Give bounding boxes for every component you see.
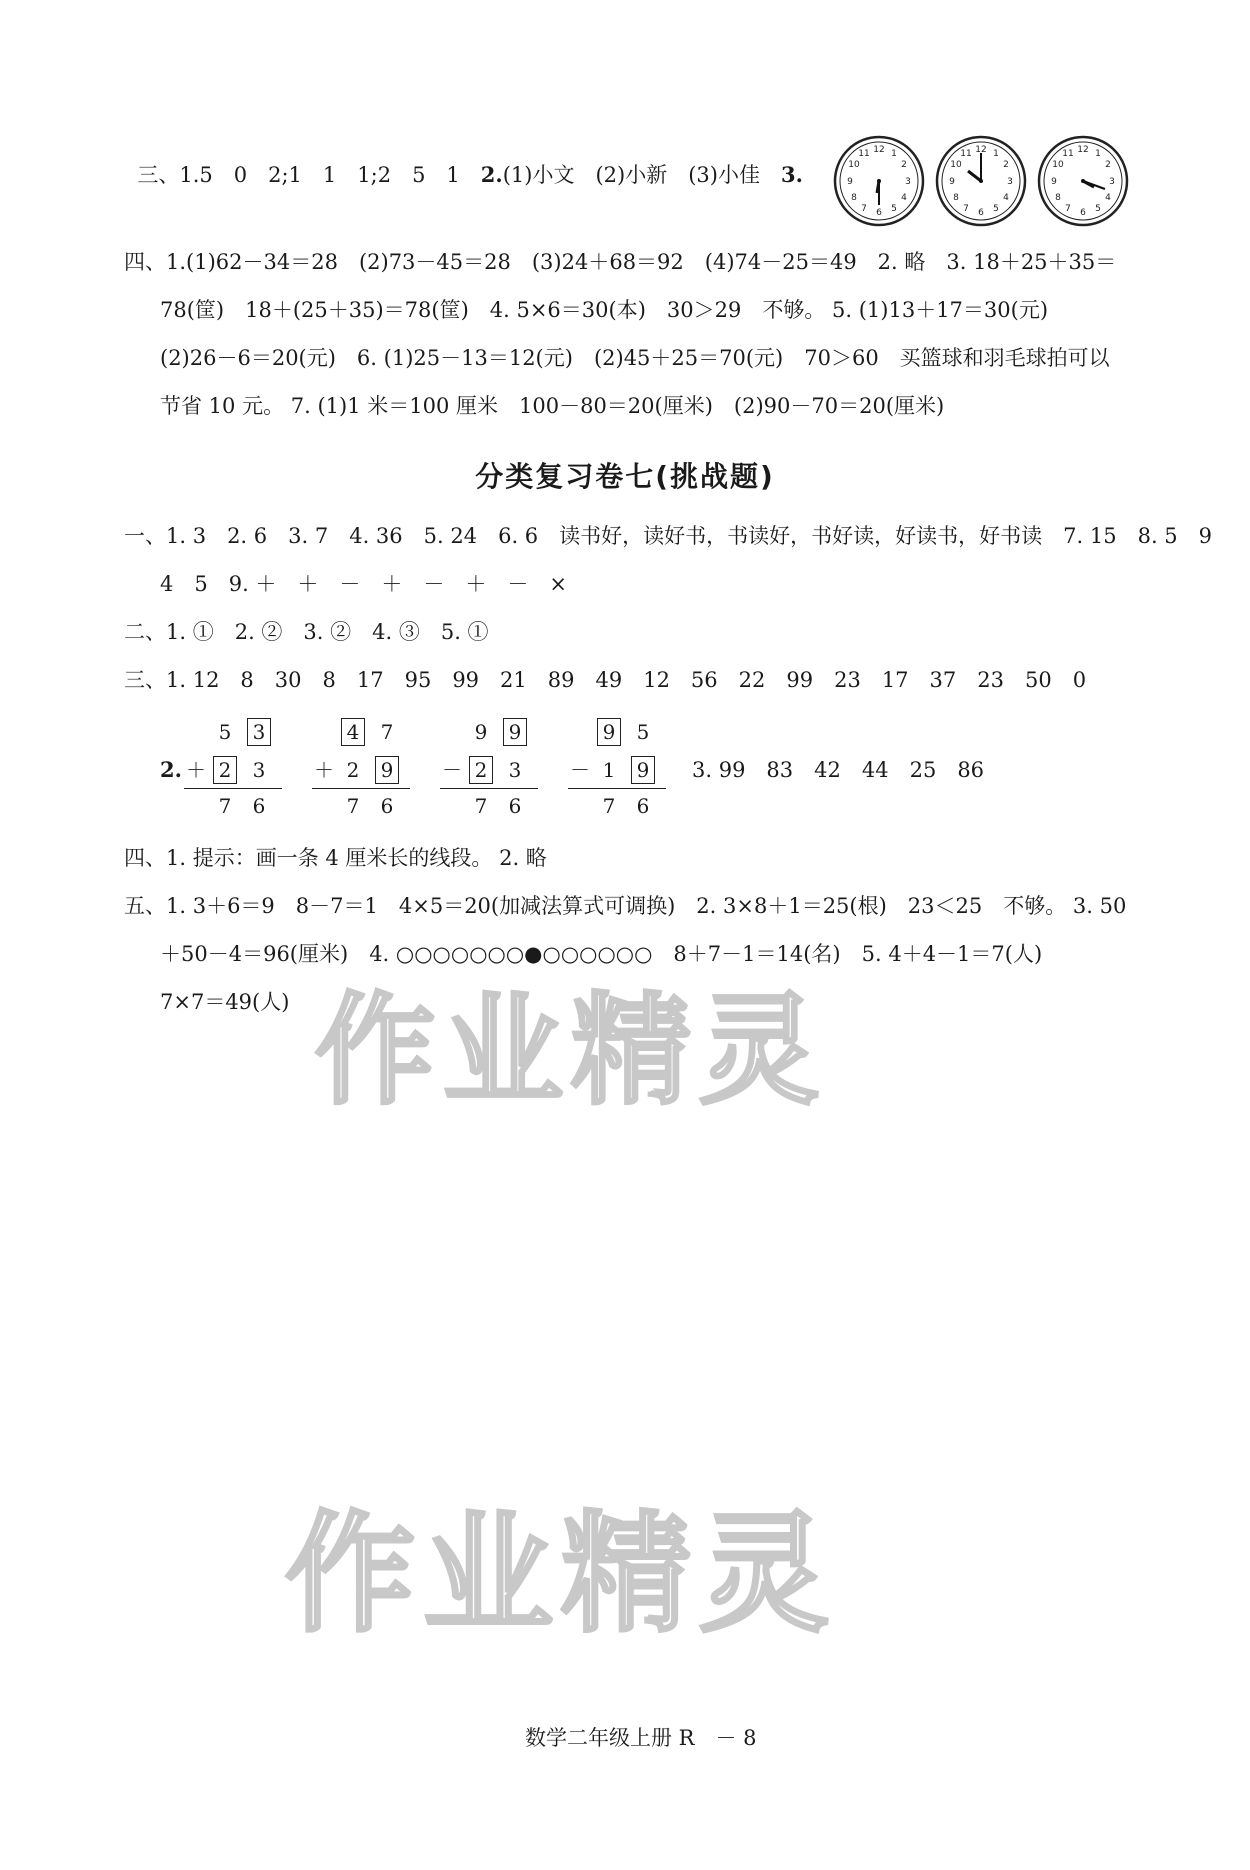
vertical-problem-1	[184, 718, 294, 818]
svg-text:10: 10	[950, 160, 962, 170]
svg-text:5: 5	[891, 204, 897, 214]
watermark-text: 作业精灵	[315, 982, 827, 1121]
answer-line: 二、1. ① 2. ② 3. ② 4. ③ 5. ①	[124, 620, 489, 644]
top-row	[440, 718, 532, 746]
svg-text:10: 10	[848, 160, 860, 170]
top-row	[568, 718, 660, 746]
svg-text:4: 4	[1003, 193, 1009, 203]
svg-text:3: 3	[1109, 177, 1115, 187]
digit: 1	[602, 758, 616, 782]
sum-rule	[312, 788, 410, 789]
svg-text:4: 4	[901, 193, 907, 203]
filled-box: 9	[503, 718, 527, 746]
section-title: 分类复习卷七(挑战题)	[475, 460, 775, 493]
page-footer: 数学二年级上册 R － 8	[525, 1726, 757, 1750]
result-row	[312, 794, 404, 818]
filled-box: 9	[375, 756, 399, 784]
svg-text:6: 6	[1080, 208, 1086, 218]
digit: 7	[218, 794, 232, 818]
svg-text:3: 3	[1007, 177, 1013, 187]
svg-text:2: 2	[1003, 160, 1009, 170]
watermark-text: 作业精灵	[285, 1498, 838, 1650]
middle-row	[568, 754, 660, 784]
svg-text:9: 9	[1051, 177, 1057, 187]
filled-box: 2	[213, 756, 237, 784]
sum-rule	[568, 788, 666, 789]
top-row	[184, 718, 276, 746]
answer-text: 三、1.5 0 2;1 1 1;2 5 1	[137, 163, 460, 187]
question-number: 2.	[480, 162, 503, 187]
result-row	[184, 794, 276, 818]
digit: 6	[380, 794, 394, 818]
answer-line: 五、1. 3＋6＝9 8－7＝1 4×5＝20(加减法算式可调换) 2. 3×8＋1＝25(根) 23＜25 不够。 3. 50	[124, 894, 1127, 918]
digit: 7	[474, 794, 488, 818]
svg-text:5: 5	[1095, 204, 1101, 214]
operator: －	[442, 758, 462, 782]
svg-text:7: 7	[861, 204, 867, 214]
middle-row	[440, 754, 532, 784]
operator: ＋	[186, 758, 206, 782]
answer-line: 四、1. 提示：画一条 4 厘米长的线段。 2. 略	[124, 846, 547, 870]
answer-line: 7×7＝49(人)	[160, 990, 290, 1014]
digit: 7	[602, 794, 616, 818]
clock-icon-3	[1037, 135, 1129, 227]
answer-line	[124, 133, 803, 189]
middle-row	[184, 754, 276, 784]
svg-text:11: 11	[960, 149, 972, 159]
clock-icon-2	[935, 135, 1027, 227]
digit: 3	[252, 758, 266, 782]
answer-line: 节省 10 元。 7. (1)1 米＝100 厘米 100－80＝20(厘米) (2)90－70＝20(厘米)	[160, 394, 945, 418]
answer-line: 三、1. 12 8 30 8 17 95 99 21 89 49 12 56 22 99 23 17 37 23 50 0	[124, 668, 1087, 692]
svg-text:3: 3	[905, 177, 911, 187]
digit: 6	[252, 794, 266, 818]
svg-text:2: 2	[901, 160, 907, 170]
svg-text:1: 1	[1095, 149, 1101, 159]
svg-text:7: 7	[963, 204, 969, 214]
svg-text:6: 6	[978, 208, 984, 218]
digit: 9	[474, 720, 488, 744]
filled-box: 3	[247, 718, 271, 746]
digit: 5	[636, 720, 650, 744]
vertical-problem-3	[440, 718, 550, 818]
answer-line: 3. 99 83 42 44 25 86	[692, 758, 985, 782]
digit: 5	[218, 720, 232, 744]
operator: －	[570, 758, 590, 782]
result-row	[568, 794, 660, 818]
answer-line: (2)26－6＝20(元) 6. (1)25－13＝12(元) (2)45＋25＝70(元) 70＞60 买篮球和羽毛球拍可以	[160, 346, 1110, 370]
digit: 7	[346, 794, 360, 818]
digit: 2	[346, 758, 360, 782]
svg-text:8: 8	[851, 193, 857, 203]
question-number: 2.	[160, 757, 182, 782]
sum-rule	[440, 788, 538, 789]
digit: 6	[508, 794, 522, 818]
operator: ＋	[314, 758, 334, 782]
svg-text:10: 10	[1052, 160, 1064, 170]
vertical-problem-2	[312, 718, 422, 818]
digit: 6	[636, 794, 650, 818]
digit: 3	[508, 758, 522, 782]
svg-text:12: 12	[975, 145, 987, 155]
answer-text: (1)小文 (2)小新 (3)小佳	[502, 163, 760, 187]
answer-line: 4 5 9. ＋ ＋ － ＋ － ＋ － ×	[160, 572, 568, 596]
svg-text:6: 6	[876, 208, 882, 218]
svg-text:2: 2	[1105, 160, 1111, 170]
clock-icon-1	[833, 135, 925, 227]
svg-text:11: 11	[1062, 149, 1074, 159]
filled-box: 9	[631, 756, 655, 784]
vertical-problem-4	[568, 718, 678, 818]
digit: 7	[380, 720, 394, 744]
svg-text:12: 12	[1077, 145, 1089, 155]
svg-text:8: 8	[953, 193, 959, 203]
result-row	[440, 794, 532, 818]
svg-text:12: 12	[873, 145, 885, 155]
answer-line: 78(筐) 18＋(25＋35)＝78(筐) 4. 5×6＝30(本) 30＞29 不够。 5. (1)13＋17＝30(元)	[160, 298, 1049, 322]
svg-text:1: 1	[993, 149, 999, 159]
question-number: 3.	[780, 162, 803, 187]
answer-line: 一、1. 3 2. 6 3. 7 4. 36 5. 24 6. 6 读书好，读好书，书读好，书好读，好读书，好书读 7. 15 8. 5 9	[124, 524, 1213, 548]
filled-box: 2	[469, 756, 493, 784]
svg-text:9: 9	[847, 177, 853, 187]
svg-text:8: 8	[1055, 193, 1061, 203]
filled-box: 4	[341, 718, 365, 746]
sum-rule	[184, 788, 282, 789]
answer-line: ＋50－4＝96(厘米) 4. ○○○○○○○●○○○○○○ 8＋7－1＝14(名) 5. 4＋4－1＝7(人)	[160, 942, 1043, 966]
svg-text:7: 7	[1065, 204, 1071, 214]
svg-text:11: 11	[858, 149, 870, 159]
middle-row	[312, 754, 404, 784]
svg-text:5: 5	[993, 204, 999, 214]
svg-text:4: 4	[1105, 193, 1111, 203]
svg-text:9: 9	[949, 177, 955, 187]
top-row	[312, 718, 404, 746]
filled-box: 9	[597, 718, 621, 746]
svg-text:1: 1	[891, 149, 897, 159]
answer-line: 四、1.(1)62－34＝28 (2)73－45＝28 (3)24＋68＝92 (4)74－25＝49 2. 略 3. 18＋25＋35＝	[124, 250, 1117, 274]
